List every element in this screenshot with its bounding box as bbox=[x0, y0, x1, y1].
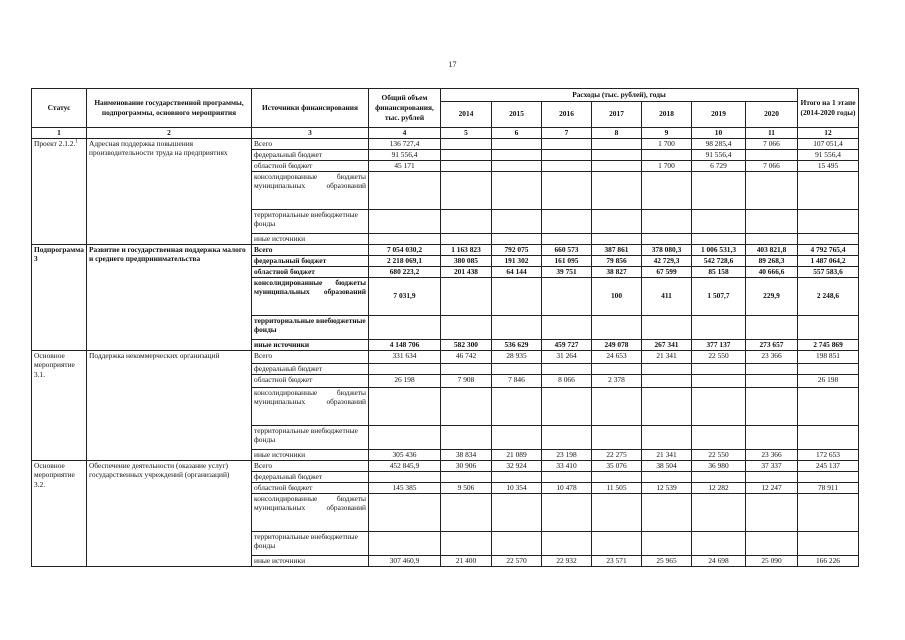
year-value bbox=[692, 315, 746, 339]
itogo-value bbox=[798, 387, 859, 425]
year-value bbox=[592, 149, 642, 160]
year-value: 21 341 bbox=[642, 449, 692, 460]
source-inye: иные источники bbox=[252, 449, 369, 460]
year-value bbox=[746, 374, 798, 387]
year-value bbox=[692, 209, 746, 233]
year-value bbox=[492, 531, 542, 555]
year-value bbox=[542, 171, 592, 209]
year-value bbox=[642, 315, 692, 339]
header-year: 2014 bbox=[441, 101, 492, 127]
year-value bbox=[592, 531, 642, 555]
year-value bbox=[692, 531, 746, 555]
table-row bbox=[32, 350, 859, 363]
itogo-value: 15 495 bbox=[798, 160, 859, 171]
year-value bbox=[692, 387, 746, 425]
total-value: 331 634 bbox=[369, 350, 441, 363]
total-value: 307 460,9 bbox=[369, 555, 441, 566]
year-value: 36 980 bbox=[692, 460, 746, 471]
year-value bbox=[746, 363, 798, 374]
year-value: 161 095 bbox=[542, 255, 592, 266]
status-cell bbox=[32, 244, 87, 350]
source-fed: федеральный бюджет bbox=[252, 363, 369, 374]
total-value bbox=[369, 363, 441, 374]
status-footnote-mark: 1 bbox=[75, 139, 78, 145]
year-value: 792 075 bbox=[492, 244, 542, 255]
year-value bbox=[642, 531, 692, 555]
itogo-value: 1 487 064,2 bbox=[798, 255, 859, 266]
year-value: 1 700 bbox=[642, 138, 692, 149]
total-value bbox=[369, 171, 441, 209]
year-value bbox=[492, 171, 542, 209]
year-value: 37 337 bbox=[746, 460, 798, 471]
total-value: 26 198 bbox=[369, 374, 441, 387]
year-value bbox=[592, 233, 642, 244]
header-year: 2015 bbox=[492, 101, 542, 127]
header-name: Наименование государственной программы, подпрограммы, основного мероприятия bbox=[87, 89, 252, 128]
source-fed: федеральный бюджет bbox=[252, 255, 369, 266]
year-value: 191 302 bbox=[492, 255, 542, 266]
year-value: 201 438 bbox=[441, 266, 492, 277]
year-value bbox=[441, 363, 492, 374]
year-value: 85 158 bbox=[692, 266, 746, 277]
year-value bbox=[642, 149, 692, 160]
itogo-value bbox=[798, 363, 859, 374]
total-value: 7 054 030,2 bbox=[369, 244, 441, 255]
year-value bbox=[492, 138, 542, 149]
year-value bbox=[492, 160, 542, 171]
year-value: 1 700 bbox=[642, 160, 692, 171]
itogo-value: 198 851 bbox=[798, 350, 859, 363]
source-fed: федеральный бюджет bbox=[252, 149, 369, 160]
year-value bbox=[542, 160, 592, 171]
year-value: 9 506 bbox=[441, 482, 492, 493]
itogo-value: 2 745 869 bbox=[798, 339, 859, 350]
year-value bbox=[542, 425, 592, 449]
year-value: 35 076 bbox=[592, 460, 642, 471]
source-terr: территориальные внебюджетные фонды bbox=[252, 315, 369, 339]
column-number: 12 bbox=[798, 127, 859, 138]
year-value bbox=[592, 209, 642, 233]
year-value: 22 550 bbox=[692, 350, 746, 363]
year-value: 377 137 bbox=[692, 339, 746, 350]
year-value: 24 653 bbox=[592, 350, 642, 363]
year-value bbox=[746, 425, 798, 449]
itogo-value: 557 583,6 bbox=[798, 266, 859, 277]
year-value bbox=[441, 471, 492, 482]
year-value bbox=[492, 149, 542, 160]
year-value bbox=[542, 363, 592, 374]
year-value bbox=[441, 209, 492, 233]
year-value bbox=[542, 277, 592, 315]
table-row bbox=[32, 460, 859, 471]
column-number: 3 bbox=[252, 127, 369, 138]
year-value bbox=[746, 149, 798, 160]
itogo-value: 245 137 bbox=[798, 460, 859, 471]
year-value: 411 bbox=[642, 277, 692, 315]
measure-name-cell: Развитие и государственная поддержка малого и среднего предпринимательства bbox=[87, 244, 252, 350]
year-value: 23 366 bbox=[746, 350, 798, 363]
header-year: 2018 bbox=[642, 101, 692, 127]
source-fed: федеральный бюджет bbox=[252, 471, 369, 482]
status-cell bbox=[32, 350, 87, 460]
itogo-value bbox=[798, 209, 859, 233]
source-vsego: Всего bbox=[252, 138, 369, 149]
header-year: 2016 bbox=[542, 101, 592, 127]
status-text: Подпрограмма 3 bbox=[34, 244, 84, 264]
year-value bbox=[642, 425, 692, 449]
year-value: 21 400 bbox=[441, 555, 492, 566]
year-value bbox=[492, 471, 542, 482]
header-itogo: Итого на 1 этапе (2014-2020 годы) bbox=[798, 89, 859, 128]
source-terr: территориальные внебюджетные фонды bbox=[252, 425, 369, 449]
year-value bbox=[592, 425, 642, 449]
header-year: 2020 bbox=[746, 101, 798, 127]
total-value: 680 223,2 bbox=[369, 266, 441, 277]
year-value: 1 507,7 bbox=[692, 277, 746, 315]
year-value bbox=[492, 209, 542, 233]
column-number: 5 bbox=[441, 127, 492, 138]
itogo-value bbox=[798, 233, 859, 244]
year-value: 25 090 bbox=[746, 555, 798, 566]
total-value: 452 845,9 bbox=[369, 460, 441, 471]
year-value: 22 570 bbox=[492, 555, 542, 566]
year-value: 582 300 bbox=[441, 339, 492, 350]
column-number: 9 bbox=[642, 127, 692, 138]
year-value: 38 504 bbox=[642, 460, 692, 471]
page-number: 17 bbox=[448, 60, 457, 69]
year-value bbox=[492, 363, 542, 374]
year-value bbox=[542, 233, 592, 244]
year-value bbox=[441, 493, 492, 531]
year-value bbox=[542, 138, 592, 149]
header-source: Источники финансирования bbox=[252, 89, 369, 128]
itogo-value bbox=[798, 471, 859, 482]
year-value: 21 341 bbox=[642, 350, 692, 363]
year-value bbox=[746, 493, 798, 531]
year-value bbox=[542, 149, 592, 160]
year-value: 23 198 bbox=[542, 449, 592, 460]
year-value bbox=[441, 387, 492, 425]
year-value bbox=[441, 171, 492, 209]
year-value bbox=[592, 493, 642, 531]
column-number: 2 bbox=[87, 127, 252, 138]
year-value: 12 282 bbox=[692, 482, 746, 493]
year-value bbox=[746, 233, 798, 244]
header-year: 2019 bbox=[692, 101, 746, 127]
year-value: 24 698 bbox=[692, 555, 746, 566]
column-number: 4 bbox=[369, 127, 441, 138]
year-value: 46 742 bbox=[441, 350, 492, 363]
year-value bbox=[692, 425, 746, 449]
year-value: 380 085 bbox=[441, 255, 492, 266]
status-text: Проект 2.1.2. bbox=[34, 138, 76, 148]
year-value bbox=[642, 387, 692, 425]
source-mun: консолидированные бюджеты муниципальных образований bbox=[252, 493, 369, 531]
year-value: 79 856 bbox=[592, 255, 642, 266]
year-value bbox=[542, 531, 592, 555]
column-number: 10 bbox=[692, 127, 746, 138]
year-value: 22 275 bbox=[592, 449, 642, 460]
table-row bbox=[32, 138, 859, 149]
header-status: Статус bbox=[32, 89, 87, 128]
source-obl: областной бюджет bbox=[252, 482, 369, 493]
year-value: 28 935 bbox=[492, 350, 542, 363]
year-value bbox=[746, 471, 798, 482]
year-value: 12 539 bbox=[642, 482, 692, 493]
year-value bbox=[492, 387, 542, 425]
year-value: 38 827 bbox=[592, 266, 642, 277]
total-value bbox=[369, 471, 441, 482]
year-value bbox=[642, 233, 692, 244]
total-value: 2 218 069,1 bbox=[369, 255, 441, 266]
year-value: 6 729 bbox=[692, 160, 746, 171]
year-value bbox=[441, 233, 492, 244]
source-inye: иные источники bbox=[252, 339, 369, 350]
source-mun: консолидированные бюджеты муниципальных образований bbox=[252, 387, 369, 425]
itogo-value: 166 226 bbox=[798, 555, 859, 566]
total-value: 305 436 bbox=[369, 449, 441, 460]
year-value bbox=[592, 471, 642, 482]
year-value: 21 089 bbox=[492, 449, 542, 460]
year-value bbox=[746, 171, 798, 209]
year-value: 67 599 bbox=[642, 266, 692, 277]
year-value bbox=[692, 493, 746, 531]
year-value bbox=[441, 277, 492, 315]
year-value bbox=[642, 493, 692, 531]
year-value bbox=[692, 233, 746, 244]
year-value: 91 556,4 bbox=[692, 149, 746, 160]
source-inye: иные источники bbox=[252, 555, 369, 566]
source-inye: иные источники bbox=[252, 233, 369, 244]
total-value bbox=[369, 531, 441, 555]
year-value bbox=[592, 138, 642, 149]
year-value: 660 573 bbox=[542, 244, 592, 255]
column-number: 11 bbox=[746, 127, 798, 138]
source-terr: территориальные внебюджетные фонды bbox=[252, 209, 369, 233]
year-value: 542 728,6 bbox=[692, 255, 746, 266]
year-value bbox=[441, 315, 492, 339]
year-value bbox=[441, 149, 492, 160]
year-value: 100 bbox=[592, 277, 642, 315]
year-value: 12 247 bbox=[746, 482, 798, 493]
year-value: 2 378 bbox=[592, 374, 642, 387]
year-value bbox=[592, 363, 642, 374]
table-row bbox=[32, 244, 859, 255]
total-value bbox=[369, 233, 441, 244]
year-value bbox=[492, 315, 542, 339]
itogo-value bbox=[798, 315, 859, 339]
year-value: 267 341 bbox=[642, 339, 692, 350]
year-value bbox=[592, 160, 642, 171]
itogo-value bbox=[798, 531, 859, 555]
year-value bbox=[542, 493, 592, 531]
year-value: 30 906 bbox=[441, 460, 492, 471]
measure-name-cell: Поддержка некоммерческих организаций bbox=[87, 350, 252, 460]
year-value: 7 066 bbox=[746, 160, 798, 171]
header-total: Общий объем финансирования, тыс. рублей bbox=[369, 89, 441, 128]
year-value: 42 729,3 bbox=[642, 255, 692, 266]
year-value: 387 861 bbox=[592, 244, 642, 255]
year-value: 23 571 bbox=[592, 555, 642, 566]
year-value bbox=[692, 171, 746, 209]
year-value: 403 821,8 bbox=[746, 244, 798, 255]
year-value: 89 268,3 bbox=[746, 255, 798, 266]
year-value bbox=[542, 209, 592, 233]
year-value bbox=[492, 277, 542, 315]
source-vsego: Всего bbox=[252, 244, 369, 255]
status-text: Основное мероприятие 3.1. bbox=[34, 350, 75, 379]
year-value bbox=[642, 374, 692, 387]
header-year: 2017 bbox=[592, 101, 642, 127]
year-value bbox=[441, 425, 492, 449]
year-value bbox=[642, 209, 692, 233]
column-number: 6 bbox=[492, 127, 542, 138]
itogo-value: 107 051,4 bbox=[798, 138, 859, 149]
year-value bbox=[642, 171, 692, 209]
year-value bbox=[492, 425, 542, 449]
year-value: 22 550 bbox=[692, 449, 746, 460]
measure-name-cell: Адресная поддержка повышения производительности труда на предприятиях bbox=[87, 138, 252, 244]
source-obl: областной бюджет bbox=[252, 266, 369, 277]
itogo-value: 91 556,4 bbox=[798, 149, 859, 160]
year-value: 23 366 bbox=[746, 449, 798, 460]
total-value: 136 727,4 bbox=[369, 138, 441, 149]
year-value: 1 163 823 bbox=[441, 244, 492, 255]
year-value: 7 846 bbox=[492, 374, 542, 387]
year-value: 378 080,3 bbox=[642, 244, 692, 255]
measure-name-cell: Обеспечение деятельности (оказание услуг) государственных учреждений (организаций) bbox=[87, 460, 252, 566]
year-value: 33 410 bbox=[542, 460, 592, 471]
year-value bbox=[746, 387, 798, 425]
year-value: 7 066 bbox=[746, 138, 798, 149]
itogo-value bbox=[798, 425, 859, 449]
year-value: 11 505 bbox=[592, 482, 642, 493]
year-value: 25 965 bbox=[642, 555, 692, 566]
itogo-value: 172 653 bbox=[798, 449, 859, 460]
column-number: 8 bbox=[592, 127, 642, 138]
year-value bbox=[542, 315, 592, 339]
source-vsego: Всего bbox=[252, 460, 369, 471]
year-value: 38 834 bbox=[441, 449, 492, 460]
column-number: 1 bbox=[32, 127, 87, 138]
year-value: 459 727 bbox=[542, 339, 592, 350]
year-value: 40 666,6 bbox=[746, 266, 798, 277]
year-value: 32 924 bbox=[492, 460, 542, 471]
year-value bbox=[492, 493, 542, 531]
year-value: 39 751 bbox=[542, 266, 592, 277]
year-value: 64 144 bbox=[492, 266, 542, 277]
year-value bbox=[592, 171, 642, 209]
total-value bbox=[369, 209, 441, 233]
year-value bbox=[746, 531, 798, 555]
source-obl: областной бюджет bbox=[252, 374, 369, 387]
total-value bbox=[369, 387, 441, 425]
year-value: 229,9 bbox=[746, 277, 798, 315]
total-value bbox=[369, 425, 441, 449]
total-value bbox=[369, 493, 441, 531]
year-value: 249 078 bbox=[592, 339, 642, 350]
year-value: 7 908 bbox=[441, 374, 492, 387]
year-value: 10 478 bbox=[542, 482, 592, 493]
year-value: 1 006 531,3 bbox=[692, 244, 746, 255]
status-text: Основное мероприятие 3.2. bbox=[34, 460, 75, 489]
source-obl: областной бюджет bbox=[252, 160, 369, 171]
status-cell bbox=[32, 460, 87, 566]
year-value bbox=[441, 531, 492, 555]
year-value bbox=[642, 363, 692, 374]
itogo-value bbox=[798, 493, 859, 531]
year-value bbox=[542, 471, 592, 482]
source-mun: консолидированные бюджеты муниципальных образований bbox=[252, 171, 369, 209]
status-cell bbox=[32, 138, 87, 244]
year-value bbox=[492, 233, 542, 244]
year-value bbox=[542, 387, 592, 425]
year-value: 10 354 bbox=[492, 482, 542, 493]
year-value bbox=[746, 209, 798, 233]
column-number: 7 bbox=[542, 127, 592, 138]
year-value: 31 264 bbox=[542, 350, 592, 363]
year-value bbox=[746, 315, 798, 339]
year-value: 273 657 bbox=[746, 339, 798, 350]
total-value: 4 148 706 bbox=[369, 339, 441, 350]
year-value bbox=[592, 387, 642, 425]
year-value bbox=[692, 374, 746, 387]
source-terr: территориальные внебюджетные фонды bbox=[252, 531, 369, 555]
year-value bbox=[441, 138, 492, 149]
year-value bbox=[441, 160, 492, 171]
itogo-value bbox=[798, 171, 859, 209]
financing-table bbox=[31, 88, 859, 567]
year-value: 22 932 bbox=[542, 555, 592, 566]
itogo-value: 2 248,6 bbox=[798, 277, 859, 315]
year-value: 98 285,4 bbox=[692, 138, 746, 149]
total-value: 7 031,9 bbox=[369, 277, 441, 315]
source-vsego: Всего bbox=[252, 350, 369, 363]
total-value: 145 385 bbox=[369, 482, 441, 493]
source-mun: консолидированные бюджеты муниципальных образований bbox=[252, 277, 369, 315]
header-expenses: Расходы (тыс. рублей), годы bbox=[441, 89, 798, 102]
itogo-value: 26 198 bbox=[798, 374, 859, 387]
itogo-value: 78 911 bbox=[798, 482, 859, 493]
itogo-value: 4 792 765,4 bbox=[798, 244, 859, 255]
year-value bbox=[642, 471, 692, 482]
year-value bbox=[692, 363, 746, 374]
year-value: 536 629 bbox=[492, 339, 542, 350]
total-value: 91 556,4 bbox=[369, 149, 441, 160]
year-value: 8 066 bbox=[542, 374, 592, 387]
total-value bbox=[369, 315, 441, 339]
total-value: 45 171 bbox=[369, 160, 441, 171]
year-value bbox=[692, 471, 746, 482]
year-value bbox=[592, 315, 642, 339]
